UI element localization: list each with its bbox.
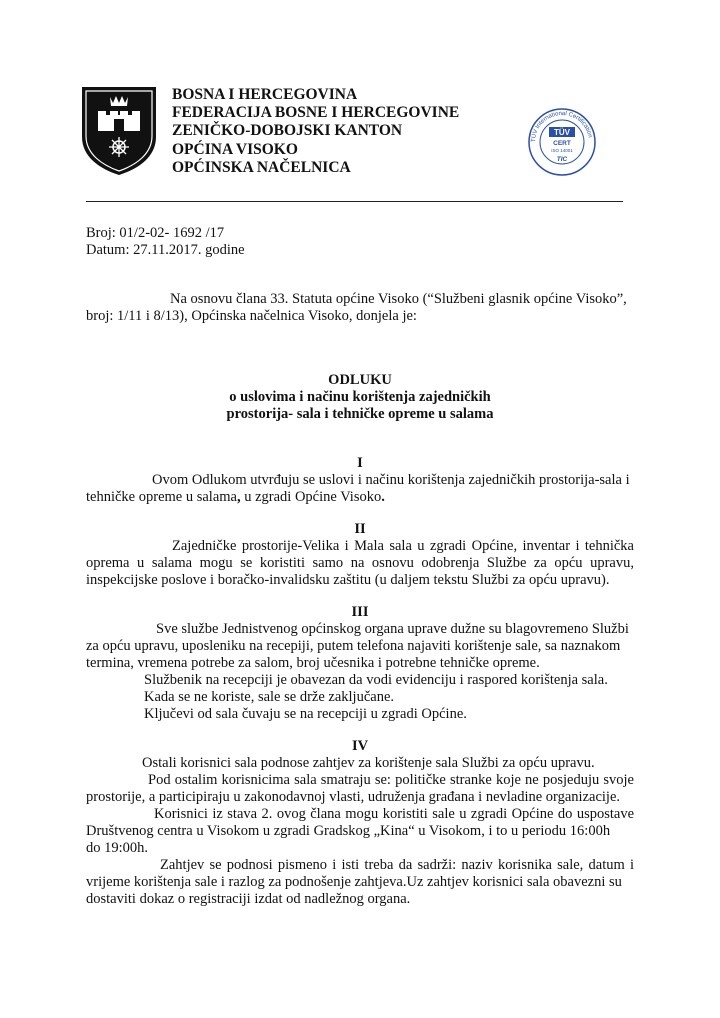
section-4-number: IV bbox=[351, 738, 369, 754]
section-1-line-1: Ovom Odlukom utvrđuju se uslovi i načinu korištenja zajedničkih prostorija-sala i bbox=[152, 472, 630, 488]
decision-title: ODLUKU bbox=[328, 372, 392, 388]
header-municipality: OPĆINA VISOKO bbox=[172, 140, 298, 158]
section-3-number: III bbox=[351, 604, 369, 620]
section-4-line-4: Korisnici iz stava 2. ovog člana mogu koristiti sale u zgradi Općine do uspostave bbox=[154, 806, 634, 822]
cert-seal-icon bbox=[527, 107, 597, 177]
section-4-line-7: Zahtjev se podnosi pismeno i isti treba da sadrži: naziv korisnika sale, datum i bbox=[160, 857, 634, 873]
section-3-line-6: Ključevi od sala čuvaju se na recepciji u zgradi Općine. bbox=[144, 706, 467, 722]
reference-date: Datum: 27.11.2017. godine bbox=[86, 242, 245, 258]
section-3-line-1: Sve službe Jednistvenog općinskog organa uprave dužne su blagovremeno Službi bbox=[156, 621, 629, 637]
municipality-crest-logo bbox=[80, 85, 158, 177]
intro-line-1: Na osnovu člana 33. Statuta općine Visoko (“Službeni glasnik općine Visoko”, bbox=[170, 291, 627, 307]
section-4-line-8: vrijeme korištenja sale i razlog za podnošenje zahtjeva.Uz zahtjev korisnici sala obavezni su bbox=[86, 874, 622, 890]
decision-subtitle-1: o uslovima i načinu korištenja zajedničkih bbox=[229, 389, 491, 405]
header-office: OPĆINSKA NAČELNICA bbox=[172, 158, 351, 176]
header-country: BOSNA I HERCEGOVINA bbox=[172, 86, 358, 103]
section-1-line-2b: , bbox=[236, 489, 241, 505]
section-1-line-2a: tehničke opreme u salama bbox=[86, 489, 237, 505]
cert-label: CERT bbox=[553, 140, 571, 147]
reference-number: Broj: 01/2-02- 1692 /17 bbox=[86, 225, 225, 241]
section-2-line-1: Zajedničke prostorije-Velika i Mala sala u zgradi Općine, inventar i tehnička bbox=[172, 538, 634, 554]
header-block bbox=[172, 86, 459, 177]
section-4-line-3: prostorije, a participiraju u zakonodavnoj vlasti, udruženja građana i nevladine organizacije. bbox=[86, 789, 621, 805]
tuv-cert-seal bbox=[527, 107, 597, 177]
cert-ring-text: TÜV International Certification bbox=[530, 110, 593, 143]
cert-iso: ISO 14001 bbox=[551, 148, 573, 153]
section-3-line-3: termina, vremena potrebe za salom, broj učesnika i potrebne tehničke opreme. bbox=[86, 655, 540, 671]
section-3-line-5: Kada se ne koriste, sale se drže zaključane. bbox=[144, 689, 395, 705]
cert-brand: TÜV bbox=[554, 128, 570, 137]
section-4-line-5: Društvenog centra u Visokom u zgradi Gradskog „Kina“ u Visokom, i to u periodu 16:00h bbox=[86, 823, 611, 839]
section-2-line-3: inspekcijske poslove i boračko-invalidsku zaštitu (u daljem tekstu Službi za opću upravu). bbox=[86, 572, 610, 588]
intro-line-2: broj: 1/11 i 8/13), Općinska načelnica Visoko, donjela je: bbox=[86, 308, 417, 324]
section-4-line-9: dostaviti dokaz o registraciji izdat od nadležnog organa. bbox=[86, 891, 411, 907]
section-4-line-1: Ostali korisnici sala podnose zahtjev za korištenje sala Službi za opću upravu. bbox=[142, 755, 595, 771]
section-1-line-2 bbox=[86, 489, 634, 507]
section-3-line-2: za opću upravu, uposleniku na recepiji, putem telefona najaviti korištenje sale, sa naznakom bbox=[86, 638, 621, 654]
header-divider bbox=[86, 201, 623, 202]
section-1-line-2d: . bbox=[381, 489, 385, 505]
section-2-line-2: oprema u salama mogu se koristiti samo na osnovu odobrenja Službe za opću upravu, bbox=[86, 555, 634, 571]
section-4-line-6: do 19:00h. bbox=[86, 840, 149, 856]
header-canton: ZENIČKO-DOBOJSKI KANTON bbox=[172, 122, 403, 140]
section-1-line-2c: u zgradi Općine Visoko bbox=[240, 489, 382, 505]
header-federation: FEDERACIJA BOSNE I HERCEGOVINE bbox=[172, 104, 460, 122]
section-4-line-2: Pod ostalim korisnicima sala smatraju se: političke stranke koje ne posjeduju svoje bbox=[148, 772, 634, 788]
cert-code: TIC bbox=[556, 156, 568, 163]
reference-block bbox=[86, 225, 245, 259]
decision-subtitle-2: prostorija- sala i tehničke opreme u salama bbox=[226, 406, 494, 422]
section-1-number: I bbox=[357, 455, 363, 471]
section-3-line-4: Službenik na recepciji je obavezan da vodi evidenciju i raspored korištenja sala. bbox=[144, 672, 608, 688]
section-2-number: II bbox=[354, 521, 366, 537]
